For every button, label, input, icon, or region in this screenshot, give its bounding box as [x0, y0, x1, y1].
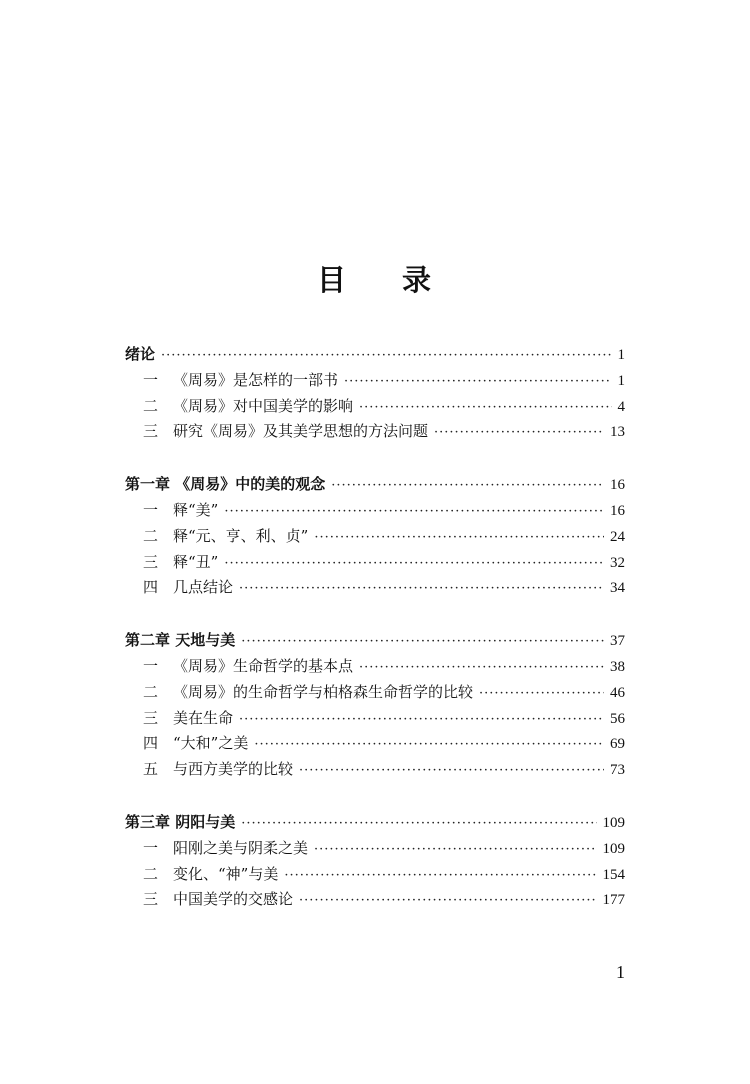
- dot-leader: [479, 681, 604, 707]
- page-number: 1: [617, 372, 625, 389]
- entry-title: 变化、“神”与美: [173, 864, 279, 883]
- page-number: 34: [610, 580, 625, 597]
- toc-entry[interactable]: [125, 706, 625, 732]
- page-number: 109: [602, 840, 625, 857]
- dot-leader: [284, 863, 596, 889]
- toc-chapter-entry[interactable]: [125, 472, 625, 498]
- page-number: 73: [610, 762, 625, 779]
- entry-number: 一: [143, 838, 159, 857]
- entry-number: 五: [143, 760, 159, 779]
- toc-entry[interactable]: [125, 887, 625, 913]
- dot-leader: [299, 758, 604, 784]
- entry-number: 三: [143, 708, 159, 727]
- entry-title: 《周易》生命哲学的基本点: [173, 656, 354, 675]
- dot-leader: [254, 732, 604, 758]
- dot-leader: [299, 888, 596, 914]
- dot-leader: [241, 811, 596, 837]
- dot-leader: [239, 707, 604, 733]
- folio-page-number: 1: [616, 962, 625, 982]
- toc-entry[interactable]: [125, 575, 625, 601]
- entry-title: 《周易》的生命哲学与柏格森生命哲学的比较: [173, 682, 474, 701]
- entry-number: 三: [143, 552, 159, 571]
- page-number: 154: [602, 866, 625, 883]
- entry-number: 一: [143, 656, 159, 675]
- toc-entry[interactable]: [125, 731, 625, 757]
- title-char-2: 录: [402, 263, 434, 297]
- page-number: 38: [610, 658, 625, 675]
- entry-title: 《周易》对中国美学的影响: [173, 396, 354, 415]
- entry-number: 二: [143, 682, 159, 701]
- entry-number: 一: [143, 500, 159, 519]
- page-title: [0, 258, 750, 299]
- entry-number: 二: [143, 864, 159, 883]
- entry-title: 中国美学的交感论: [173, 890, 294, 909]
- toc-chapter-entry[interactable]: [125, 810, 625, 836]
- dot-leader: [224, 499, 604, 525]
- entry-title: 释“美”: [173, 500, 219, 519]
- page-number: 177: [602, 892, 625, 909]
- toc-entry[interactable]: [125, 550, 625, 576]
- entry-title: 研究《周易》及其美学思想的方法问题: [173, 422, 429, 441]
- page-number: 32: [610, 554, 625, 571]
- page-number: 16: [610, 477, 625, 494]
- toc-entry[interactable]: [125, 654, 625, 680]
- entry-title: “大和”之美: [173, 734, 249, 753]
- page-number: 13: [610, 424, 625, 441]
- toc-entry[interactable]: [125, 498, 625, 524]
- entry-number: 一: [143, 370, 159, 389]
- dot-leader: [161, 343, 611, 369]
- entry-title: 《周易》是怎样的一部书: [173, 370, 339, 389]
- entry-title: 释“元、亨、利、贞”: [173, 526, 309, 545]
- dot-leader: [314, 525, 604, 551]
- entry-title: 几点结论: [173, 578, 234, 597]
- toc-section: [125, 810, 625, 913]
- chapter-title: 第三章 阴阳与美: [125, 812, 236, 831]
- entry-number: 四: [143, 734, 159, 753]
- dot-leader: [314, 837, 596, 863]
- toc-section: [125, 342, 625, 445]
- title-char-1: 目: [316, 263, 348, 297]
- page-number: 1: [617, 347, 625, 363]
- toc-section: [125, 628, 625, 783]
- chapter-title: 第一章 《周易》中的美的观念: [125, 475, 326, 494]
- page-number: 109: [602, 814, 625, 831]
- toc-entry[interactable]: [125, 394, 625, 420]
- dot-leader: [344, 369, 611, 395]
- page-number: 46: [610, 684, 625, 701]
- toc-chapter-entry[interactable]: [125, 342, 625, 368]
- dot-leader: [434, 420, 604, 446]
- entry-number: 三: [143, 422, 159, 441]
- entry-number: 四: [143, 578, 159, 597]
- toc-entry[interactable]: [125, 524, 625, 550]
- chapter-title: 绪论: [125, 345, 156, 363]
- entry-number: 二: [143, 526, 159, 545]
- chapter-title: 第二章 天地与美: [125, 631, 236, 650]
- dot-leader: [224, 551, 604, 577]
- page-number: 4: [617, 398, 625, 415]
- toc-entry[interactable]: [125, 680, 625, 706]
- toc-section: [125, 472, 625, 601]
- toc-entry[interactable]: [125, 836, 625, 862]
- entry-title: 美在生命: [173, 708, 234, 727]
- dot-leader: [241, 629, 604, 655]
- page-number: 56: [610, 710, 625, 727]
- entry-title: 与西方美学的比较: [173, 760, 294, 779]
- entry-title: 释“丑”: [173, 552, 219, 571]
- page-number: 69: [610, 736, 625, 753]
- table-of-contents: [125, 342, 625, 940]
- toc-chapter-entry[interactable]: [125, 628, 625, 654]
- dot-leader: [359, 655, 604, 681]
- entry-number: 三: [143, 890, 159, 909]
- toc-entry[interactable]: [125, 757, 625, 783]
- dot-leader: [239, 576, 604, 602]
- page-number: 16: [610, 502, 625, 519]
- entry-number: 二: [143, 396, 159, 415]
- page-number: 37: [610, 633, 625, 650]
- entry-title: 阳刚之美与阴柔之美: [173, 838, 309, 857]
- page-number: 24: [610, 528, 625, 545]
- toc-entry[interactable]: [125, 862, 625, 888]
- toc-entry[interactable]: [125, 419, 625, 445]
- dot-leader: [359, 395, 611, 421]
- dot-leader: [331, 473, 604, 499]
- toc-entry[interactable]: [125, 368, 625, 394]
